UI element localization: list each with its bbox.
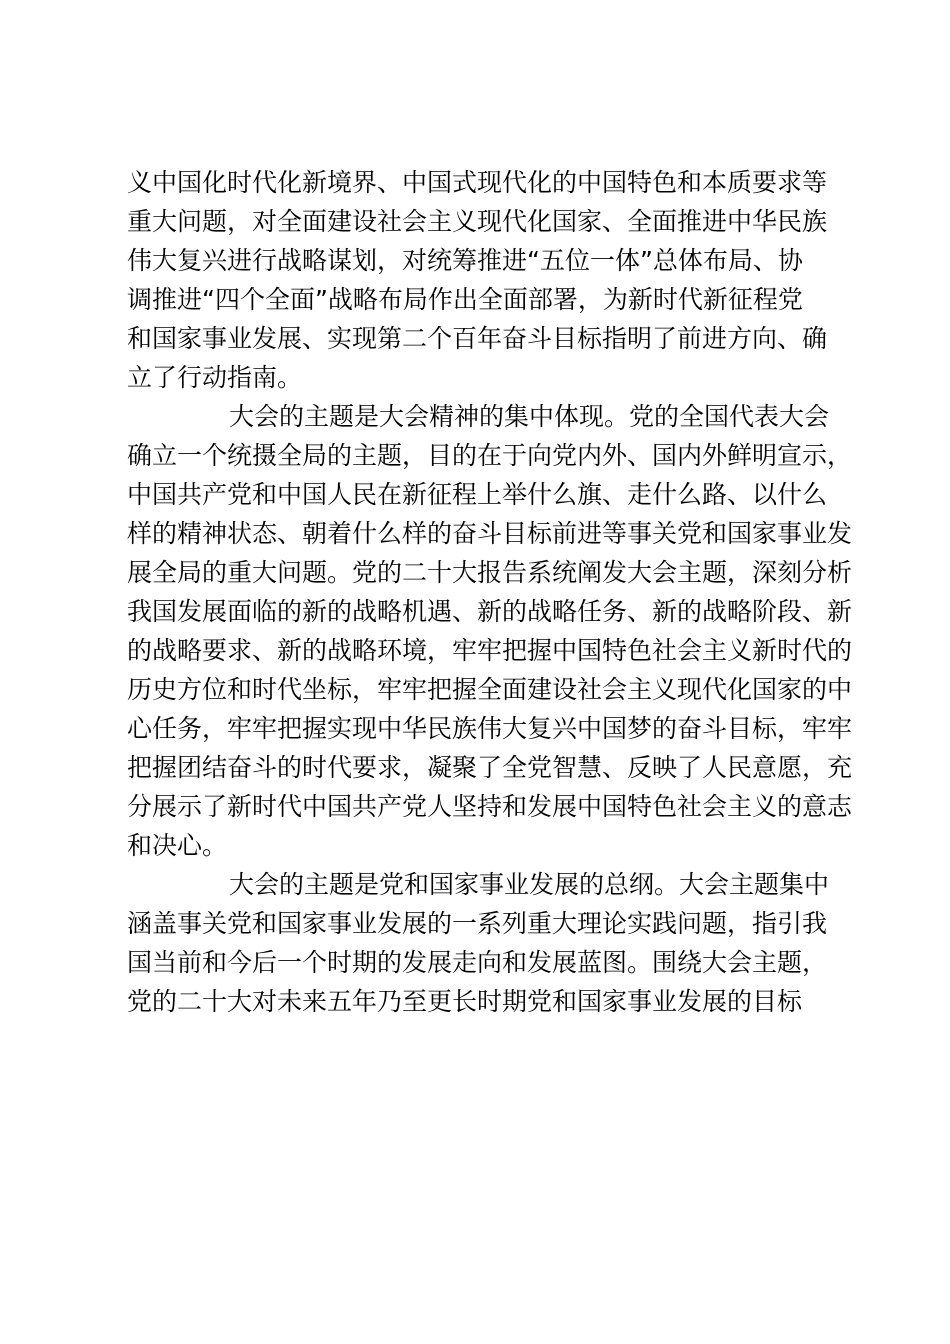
- text-line: 的战略要求、新的战略环境，牢牢把握中国特色社会主义新时代的: [127, 636, 853, 665]
- text-line: 和国家事业发展、实现第二个百年奋斗目标指明了前进方向、确: [127, 324, 828, 353]
- text-line: 历史方位和时代坐标，牢牢把握全面建设社会主义现代化国家的中: [127, 675, 853, 704]
- text-line: 分展示了新时代中国共产党人坚持和发展中国特色社会主义的意志: [127, 792, 853, 821]
- text-line: 党的二十大对未来五年乃至更长时期党和国家事业发展的目标: [127, 987, 803, 1016]
- text-line: 涵盖事关党和国家事业发展的一系列重大理论实践问题，指引我: [127, 909, 828, 938]
- text-line: 重大问题，对全面建设社会主义现代化国家、全面推进中华民族: [127, 207, 828, 236]
- paragraph-first-line: 大会的主题是大会精神的集中体现。党的全国代表大会: [229, 402, 830, 431]
- body-text: [127, 163, 853, 1021]
- text-line: 国当前和今后一个时期的发展走向和发展蓝图。围绕大会主题，: [127, 948, 828, 977]
- text-line: 把握团结奋斗的时代要求，凝聚了全党智慧、反映了人民意愿，充: [127, 753, 853, 782]
- text-line: 立了行动指南。: [127, 363, 303, 392]
- text-line: 展全局的重大问题。党的二十大报告系统阐发大会主题，深刻分析: [127, 558, 853, 587]
- paragraph-first-line: 大会的主题是党和国家事业发展的总纲。大会主题集中: [229, 870, 830, 899]
- text-line: 调推进“四个全面”战略布局作出全面部署，为新时代新征程党: [127, 285, 803, 314]
- text-line: 样的精神状态、朝着什么样的奋斗目标前进等事关党和国家事业发: [127, 519, 853, 548]
- text-line: 伟大复兴进行战略谋划，对统筹推进“五位一体”总体布局、协: [127, 246, 803, 275]
- text-line: 义中国化时代化新境界、中国式现代化的中国特色和本质要求等: [127, 168, 828, 197]
- text-line: 确立一个统摄全局的主题，目的在于向党内外、国内外鲜明宣示，: [127, 441, 853, 470]
- text-line: 和决心。: [127, 831, 228, 860]
- text-line: 中国共产党和中国人民在新征程上举什么旗、走什么路、以什么: [127, 480, 828, 509]
- text-line: 心任务，牢牢把握实现中华民族伟大复兴中国梦的奋斗目标，牢牢: [127, 714, 853, 743]
- text-line: 我国发展面临的新的战略机遇、新的战略任务、新的战略阶段、新: [127, 597, 853, 626]
